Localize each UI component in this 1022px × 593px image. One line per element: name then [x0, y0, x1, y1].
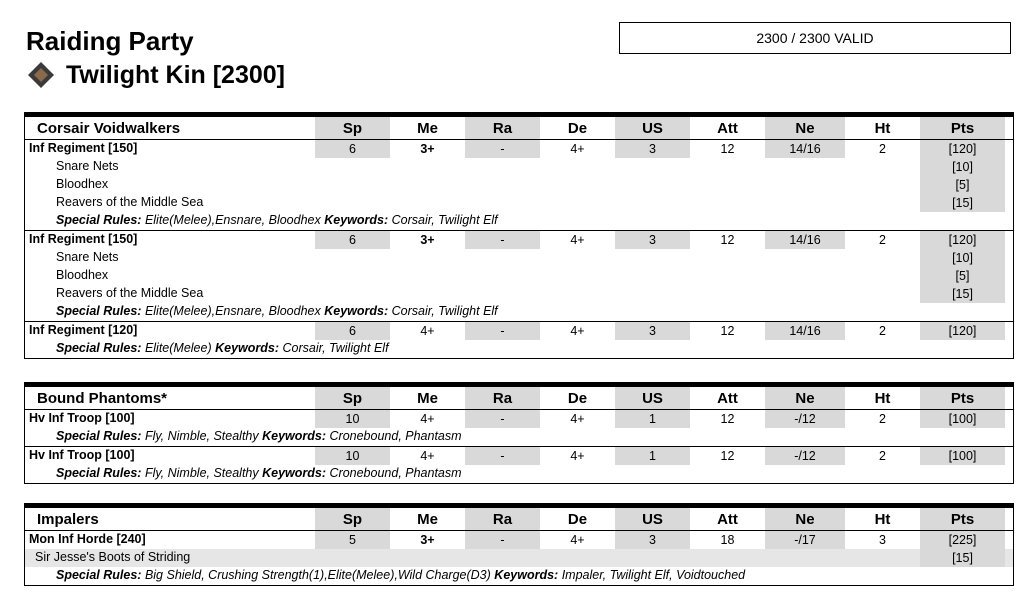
stat-value: 4+ — [570, 142, 585, 156]
unit-entry-name: Hv Inf Troop [100] — [29, 411, 135, 425]
stat-value: 4+ — [420, 324, 435, 338]
army-title: Raiding Party — [26, 26, 194, 56]
special-rules-text: Elite(Melee),Ensnare, Bloodhex — [144, 213, 321, 227]
stat-value: 2 — [879, 324, 886, 338]
column-header: Ra — [465, 508, 540, 530]
upgrade-row — [25, 285, 1013, 303]
rules-row — [25, 303, 1013, 321]
stat-value: 6 — [315, 231, 390, 249]
upgrade-points: [10] — [920, 158, 1005, 176]
keywords-label: Keywords: — [215, 341, 280, 355]
stat-value: 18 — [720, 533, 735, 547]
stat-value: 2 — [879, 412, 886, 426]
column-header: Ht — [874, 119, 891, 137]
special-rules — [56, 213, 498, 227]
stat-value: -/12 — [765, 447, 845, 465]
rules-row — [25, 465, 1013, 483]
special-rules-text: Fly, Nimble, Stealthy — [144, 429, 259, 443]
stat-value: [120] — [920, 140, 1005, 158]
stat-value: 10 — [315, 447, 390, 465]
upgrade-name: Reavers of the Middle Sea — [56, 286, 204, 300]
column-header: Pts — [920, 117, 1005, 139]
stat-value: 12 — [720, 412, 735, 426]
column-header: Ht — [874, 510, 891, 528]
stat-value: - — [465, 322, 540, 340]
special-rules — [56, 568, 745, 582]
stat-value: 10 — [315, 410, 390, 428]
keywords-label: Keywords: — [262, 429, 327, 443]
column-header: Ne — [765, 387, 845, 409]
keywords-label: Keywords: — [494, 568, 559, 582]
upgrade-row — [25, 249, 1013, 267]
stat-value: 4+ — [420, 412, 435, 426]
special-rules — [56, 341, 389, 355]
unit-header — [25, 508, 1013, 530]
special-rules-label: Special Rules: — [56, 213, 142, 227]
upgrade-row — [25, 176, 1013, 194]
column-header: Ne — [765, 117, 845, 139]
column-header: Ra — [465, 117, 540, 139]
special-rules-label: Special Rules: — [56, 568, 142, 582]
special-rules — [56, 466, 462, 480]
unit-entry-name: Hv Inf Troop [100] — [29, 448, 135, 462]
unit-entry-row — [25, 321, 1013, 340]
keywords-label: Keywords: — [262, 466, 327, 480]
stat-value: 12 — [720, 233, 735, 247]
rules-row — [25, 340, 1013, 358]
special-rules-text: Elite(Melee) — [144, 341, 212, 355]
stat-value: 14/16 — [765, 231, 845, 249]
special-rules — [56, 429, 462, 443]
unit-entry-row — [25, 530, 1013, 549]
stat-value: 12 — [720, 324, 735, 338]
faction-name: Twilight Kin [2300] — [66, 60, 285, 89]
unit-entry-name: Inf Regiment [150] — [29, 232, 138, 246]
unit-entry-row — [25, 230, 1013, 249]
unit-header — [25, 117, 1013, 139]
upgrade-points: [15] — [920, 285, 1005, 303]
upgrade-points: [5] — [920, 267, 1005, 285]
upgrade-name: Reavers of the Middle Sea — [56, 195, 204, 209]
stat-value: 4+ — [570, 449, 585, 463]
stat-value: 12 — [720, 142, 735, 156]
upgrade-name: Snare Nets — [56, 250, 119, 264]
stat-value: 1 — [615, 410, 690, 428]
upgrade-points: [5] — [920, 176, 1005, 194]
upgrade-name: Sir Jesse's Boots of Striding — [35, 550, 191, 564]
special-rules-text: Fly, Nimble, Stealthy — [144, 466, 259, 480]
unit-name: Impalers — [37, 511, 99, 528]
unit-entry-row — [25, 446, 1013, 465]
stat-value: 6 — [315, 322, 390, 340]
upgrade-name: Snare Nets — [56, 159, 119, 173]
column-header: Ht — [874, 389, 891, 407]
unit-entry-name: Inf Regiment [150] — [29, 141, 138, 155]
faction-heading — [26, 60, 285, 90]
column-header: US — [615, 387, 690, 409]
column-header: De — [567, 389, 588, 407]
stat-value: [120] — [920, 231, 1005, 249]
special-rules-label: Special Rules: — [56, 304, 142, 318]
keywords-text: Corsair, Twilight Elf — [391, 304, 498, 318]
stat-value: - — [465, 447, 540, 465]
column-header: Pts — [920, 508, 1005, 530]
unit-name: Bound Phantoms* — [37, 390, 167, 407]
stat-value: 4+ — [570, 533, 585, 547]
keywords-text: Cronebound, Phantasm — [329, 429, 462, 443]
stat-value: 3+ — [420, 142, 435, 156]
column-header: Ne — [765, 508, 845, 530]
upgrade-points: [15] — [920, 549, 1005, 567]
stat-value: [100] — [920, 410, 1005, 428]
stat-value: 3 — [615, 231, 690, 249]
unit-header — [25, 387, 1013, 409]
special-rules-label: Special Rules: — [56, 466, 142, 480]
upgrade-row — [25, 549, 1013, 567]
stat-value: -/12 — [765, 410, 845, 428]
stat-value: 3 — [615, 140, 690, 158]
keywords-text: Cronebound, Phantasm — [329, 466, 462, 480]
keywords-text: Corsair, Twilight Elf — [282, 341, 389, 355]
stat-value: 3 — [879, 533, 886, 547]
unit-name: Corsair Voidwalkers — [37, 120, 181, 137]
stat-value: -/17 — [765, 531, 845, 549]
stat-value: 3+ — [420, 533, 435, 547]
column-header: US — [615, 508, 690, 530]
keywords-label: Keywords: — [324, 213, 389, 227]
rules-row — [25, 567, 1013, 585]
column-header: Att — [717, 119, 738, 137]
stat-value: 4+ — [570, 233, 585, 247]
upgrade-name: Bloodhex — [56, 268, 109, 282]
stat-value: 2 — [879, 449, 886, 463]
stat-value: 4+ — [570, 412, 585, 426]
keywords-text: Corsair, Twilight Elf — [391, 213, 498, 227]
column-header: Me — [417, 119, 438, 137]
column-header: De — [567, 510, 588, 528]
column-header: US — [615, 117, 690, 139]
unit-entry-row — [25, 139, 1013, 158]
column-header: Sp — [315, 508, 390, 530]
upgrade-points: [10] — [920, 249, 1005, 267]
unit-entry-name: Mon Inf Horde [240] — [29, 532, 146, 546]
unit-block — [24, 503, 1014, 586]
stat-value: 2 — [879, 142, 886, 156]
column-header: Att — [717, 389, 738, 407]
stat-value: 3+ — [420, 233, 435, 247]
stat-value: [225] — [920, 531, 1005, 549]
column-header: Sp — [315, 117, 390, 139]
stat-value: 6 — [315, 140, 390, 158]
stat-value: - — [465, 231, 540, 249]
stat-value: 14/16 — [765, 140, 845, 158]
column-header: Me — [417, 510, 438, 528]
unit-entry-row — [25, 409, 1013, 428]
special-rules-label: Special Rules: — [56, 429, 142, 443]
rules-row — [25, 212, 1013, 230]
stat-value: 12 — [720, 449, 735, 463]
column-header: De — [567, 119, 588, 137]
special-rules-text: Big Shield, Crushing Strength(1),Elite(Melee),Wild Charge(D3) — [144, 568, 491, 582]
column-header: Pts — [920, 387, 1005, 409]
unit-entry-name: Inf Regiment [120] — [29, 323, 138, 337]
unit-block — [24, 382, 1014, 484]
stat-value: 1 — [615, 447, 690, 465]
stat-value: 5 — [315, 531, 390, 549]
stat-value: - — [465, 531, 540, 549]
stat-value: - — [465, 140, 540, 158]
special-rules — [56, 304, 498, 318]
stat-value: - — [465, 410, 540, 428]
upgrade-name: Bloodhex — [56, 177, 109, 191]
special-rules-text: Elite(Melee),Ensnare, Bloodhex — [144, 304, 321, 318]
stat-value: 3 — [615, 531, 690, 549]
keywords-text: Impaler, Twilight Elf, Voidtouched — [561, 568, 746, 582]
stat-value: 14/16 — [765, 322, 845, 340]
upgrade-row — [25, 158, 1013, 176]
upgrade-points: [15] — [920, 194, 1005, 212]
upgrade-row — [25, 267, 1013, 285]
stat-value: 4+ — [420, 449, 435, 463]
special-rules-label: Special Rules: — [56, 341, 142, 355]
column-header: Me — [417, 389, 438, 407]
stat-value: [100] — [920, 447, 1005, 465]
upgrade-row — [25, 194, 1013, 212]
stat-value: [120] — [920, 322, 1005, 340]
keywords-label: Keywords: — [324, 304, 389, 318]
stat-value: 2 — [879, 233, 886, 247]
column-header: Att — [717, 510, 738, 528]
points-status: 2300 / 2300 VALID — [619, 22, 1011, 54]
stat-value: 4+ — [570, 324, 585, 338]
unit-block — [24, 112, 1014, 359]
diamond-icon — [26, 60, 56, 90]
column-header: Ra — [465, 387, 540, 409]
stat-value: 3 — [615, 322, 690, 340]
rules-row — [25, 428, 1013, 446]
column-header: Sp — [315, 387, 390, 409]
